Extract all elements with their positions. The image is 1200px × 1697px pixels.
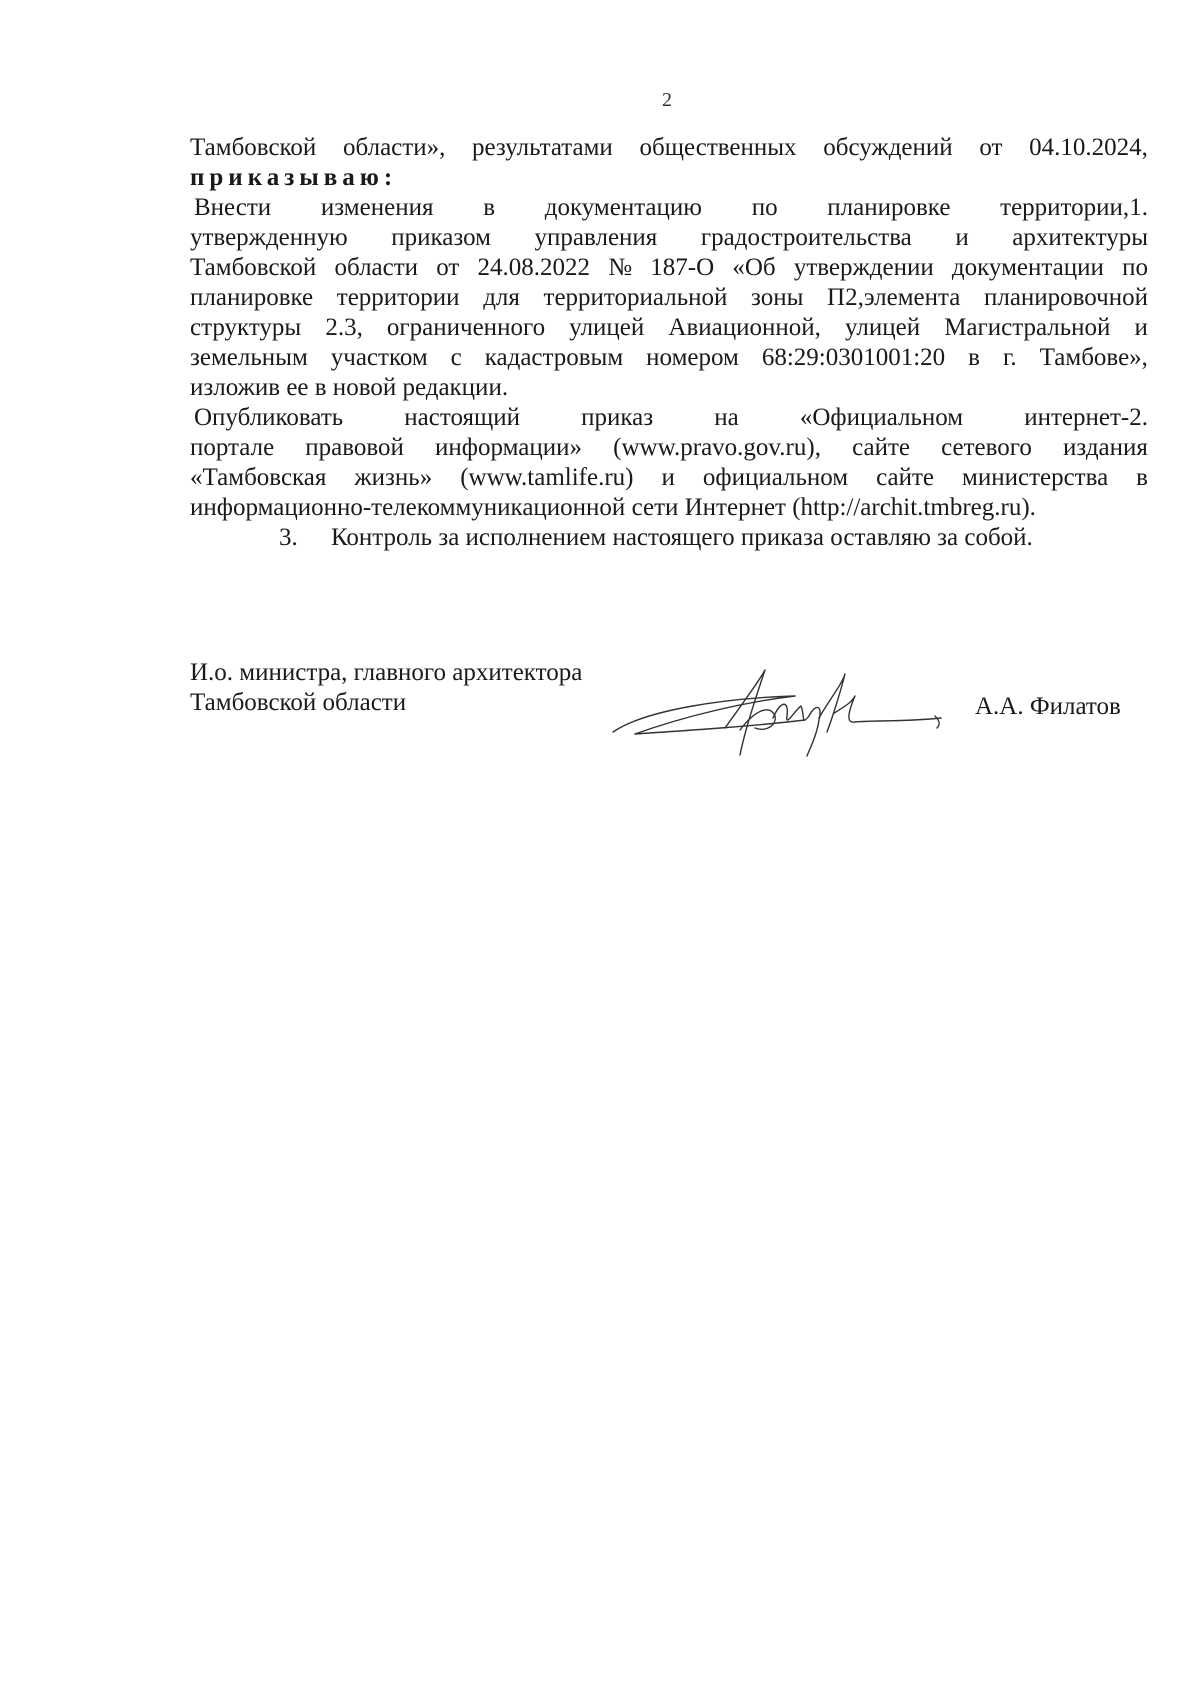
word: ограниченного <box>386 314 546 341</box>
order-word: приказываю: <box>190 164 398 191</box>
word: кадастровым <box>484 344 624 371</box>
word: Авиационной, <box>668 314 821 341</box>
word: П2,элемента <box>827 284 961 311</box>
page-number: 2 <box>662 89 672 111</box>
word: изменения <box>320 194 434 221</box>
word: интернет- <box>1024 404 1130 431</box>
word: № <box>608 254 633 281</box>
signatory-title-line: Тамбовской области <box>190 689 407 716</box>
word: планировке <box>827 194 951 221</box>
handwritten-signature <box>605 660 955 770</box>
item-2-line <box>190 403 1148 433</box>
word: «Официальном <box>799 404 964 431</box>
word: на <box>714 404 739 431</box>
word: по <box>751 194 778 221</box>
word: в <box>483 194 495 221</box>
word: документации <box>951 254 1104 281</box>
word: улицей <box>569 314 645 341</box>
item-text <box>190 193 1129 223</box>
word: земельным <box>190 344 308 371</box>
item-number: 3. <box>279 524 298 551</box>
body-line <box>190 283 1148 313</box>
body-text: изложив ее в новой редакции. <box>190 374 509 401</box>
word: территории <box>336 284 460 311</box>
word: градостроительства <box>700 224 912 251</box>
word: (www.tamlife.ru) <box>460 464 634 491</box>
word: г. <box>1002 344 1017 371</box>
word: 24.08.2022 <box>477 254 591 281</box>
order-line <box>190 163 1148 193</box>
body-line <box>190 343 1148 373</box>
word: общественных <box>639 134 797 161</box>
word: и <box>1134 314 1148 341</box>
item-text <box>190 403 1129 433</box>
word: 2.3, <box>325 314 363 341</box>
word: результатами <box>472 134 613 161</box>
word: архитектуры <box>1012 224 1148 251</box>
word: жизнь» <box>354 464 433 491</box>
word: Тамбовской <box>190 134 317 161</box>
word: информации» <box>435 434 583 461</box>
word: Внести <box>194 194 272 221</box>
word: управления <box>534 224 658 251</box>
body-text: информационно-телекоммуникационной сети Интернет (http://archit.tmbreg.ru). <box>190 494 1036 521</box>
word: от <box>436 254 460 281</box>
word: портале <box>190 434 275 461</box>
word: номером <box>646 344 739 371</box>
word: зоны <box>751 284 804 311</box>
word: 68:29:0301001:20 <box>761 344 946 371</box>
word: 187-О <box>650 254 715 281</box>
body-line <box>190 133 1148 163</box>
word: утвержденную <box>190 224 348 251</box>
word: от <box>979 134 1003 161</box>
item-1-line <box>190 193 1148 223</box>
word: в <box>968 344 980 371</box>
item-3-line <box>190 523 1148 553</box>
word: приказом <box>391 224 491 251</box>
word: «Об <box>732 254 776 281</box>
item-text: Контроль за исполнением настоящего приказа оставляю за собой. <box>331 524 1033 551</box>
word: территории, <box>1000 194 1130 221</box>
signatory-title <box>190 658 582 718</box>
word: 1. <box>1129 194 1148 221</box>
word: приказ <box>581 404 654 431</box>
word: планировочной <box>983 284 1148 311</box>
word: по <box>1122 254 1148 281</box>
word: настоящий <box>404 404 520 431</box>
word: издания <box>1063 434 1148 461</box>
word: для <box>483 284 520 311</box>
word: территориальной <box>543 284 728 311</box>
word: области», <box>343 134 446 161</box>
document-body <box>190 133 1148 553</box>
word: сайте <box>876 464 935 491</box>
body-line <box>190 313 1148 343</box>
word: утверждении <box>793 254 934 281</box>
body-line <box>190 493 1148 523</box>
body-line <box>190 253 1148 283</box>
word: в <box>1136 464 1148 491</box>
word: сайте <box>852 434 910 461</box>
body-line <box>190 373 1148 403</box>
word: правовой <box>305 434 404 461</box>
word: документацию <box>544 194 702 221</box>
word: с <box>450 344 462 371</box>
word: Магистральной <box>944 314 1111 341</box>
word: сетевого <box>941 434 1032 461</box>
body-line <box>190 463 1148 493</box>
word: планировке <box>190 284 314 311</box>
word: Тамбове», <box>1039 344 1148 371</box>
word: структуры <box>190 314 302 341</box>
word: «Тамбовская <box>190 464 327 491</box>
signatory-title-line: И.о. министра, главного архитектора <box>190 659 583 686</box>
body-line <box>190 433 1148 463</box>
word: Тамбовской <box>190 254 317 281</box>
signatory-name: А.А. Филатов <box>975 693 1121 720</box>
word: участком <box>330 344 428 371</box>
word: и <box>661 464 675 491</box>
word: министерства <box>962 464 1109 491</box>
word: 04.10.2024, <box>1029 134 1148 161</box>
word: официальном <box>702 464 849 491</box>
word: 2. <box>1129 404 1148 431</box>
word: и <box>955 224 969 251</box>
body-line <box>190 223 1148 253</box>
word: обсуждений <box>823 134 953 161</box>
word: области <box>334 254 419 281</box>
word: улицей <box>844 314 921 341</box>
word: (www.pravo.gov.ru), <box>613 434 821 461</box>
word: Опубликовать <box>194 404 344 431</box>
